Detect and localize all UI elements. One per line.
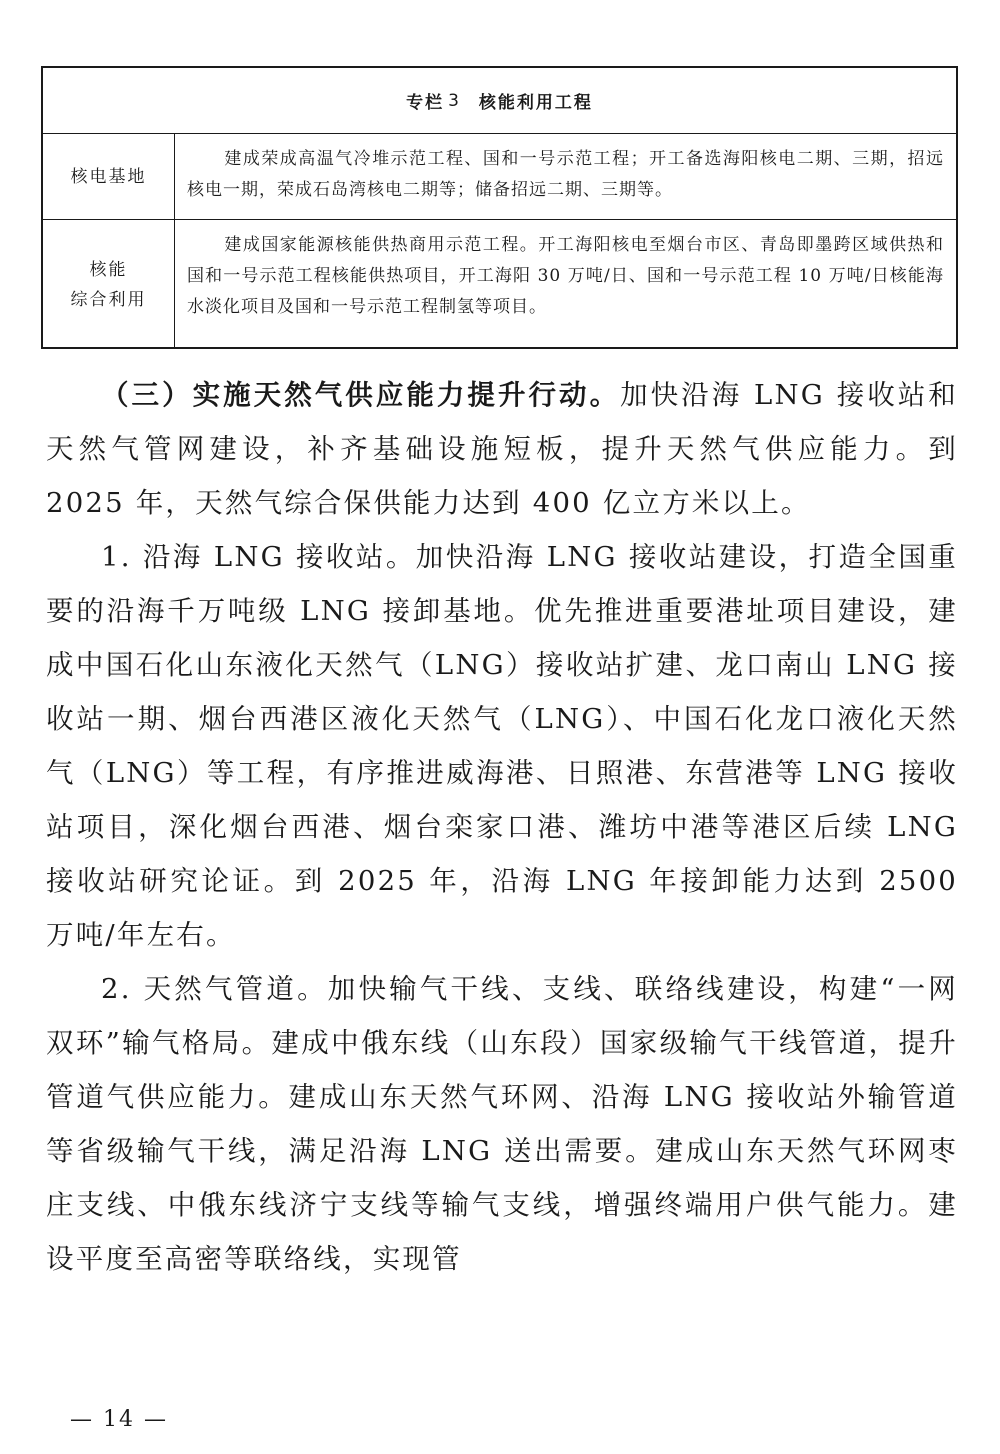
row-label-line: 综合利用 [70, 289, 147, 310]
row-label [43, 134, 175, 219]
paragraph [46, 962, 958, 1286]
box-title-number: 3 [448, 90, 461, 111]
page-number: — 14 — [70, 1407, 168, 1432]
paragraph-text: 加快沿海 LNG 接收站和天然气管网建设，补齐基础设施短板，提升天然气供应能力。到 2025 年，天然气综合保供能力达到 400 亿立方米以上。 [46, 379, 959, 519]
box-title-prefix: 专栏 [406, 93, 445, 113]
row-label-line: 核能 [89, 259, 128, 280]
row-label [43, 220, 175, 349]
paragraph [46, 530, 958, 962]
paragraph-text: 2. 天然气管道。加快输气干线、支线、联络线建设，构建“一网双环”输气格局。建成中俄东线（山东段）国家级输气干线管道，提升管道气供应能力。建成山东天然气环网、沿海 LNG 接收站外输管道等省级输气干线，满足沿海 LNG 送出需要。建成山东天然气环网枣庄支线、中俄东线济宁支线等输气支线，增强终端用户供气能力。建设平度至高密等联络线，实现管 [46, 973, 958, 1275]
row-body: 建成荣成高温气冷堆示范工程、国和一号示范工程；开工备选海阳核电二期、三期，招远核电一期，荣成石岛湾核电二期等；储备招远二期、三期等。 [187, 149, 944, 200]
body-text [46, 368, 958, 1286]
row-body: 建成国家能源核能供热商用示范工程。开工海阳核电至烟台市区、青岛即墨跨区域供热和国和一号示范工程核能供热项目，开工海阳 30 万吨/日、国和一号示范工程 10 万吨/日核能海水淡化项目及国和一号示范工程制氢等项目。 [187, 235, 944, 317]
table-row [43, 220, 956, 349]
paragraph [46, 368, 958, 530]
row-label-line: 核电基地 [70, 166, 147, 187]
section-heading: （三）实施天然气供应能力提升行动。 [101, 379, 621, 411]
table-row [43, 134, 956, 220]
special-column-box [41, 66, 958, 349]
paragraph-text: 1. 沿海 LNG 接收站。加快沿海 LNG 接收站建设，打造全国重要的沿海千万吨级 LNG 接卸基地。优先推进重要港址项目建设，建成中国石化山东液化天然气（LNG）接收站扩建、龙口南山 LNG 接收站一期、烟台西港区液化天然气（LNG）、中国石化龙口液化天然气（LNG）等工程，有序推进威海港、日照港、东营港等 LNG 接收站项目，深化烟台西港、烟台栾家口港、潍坊中港等港区后续 LNG 接收站研究论证。到 2025 年，沿海 LNG 年接卸能力达到 2500 万吨/年左右。 [46, 541, 958, 951]
box-title-text: 核能利用工程 [478, 93, 593, 113]
box-title [43, 68, 956, 134]
